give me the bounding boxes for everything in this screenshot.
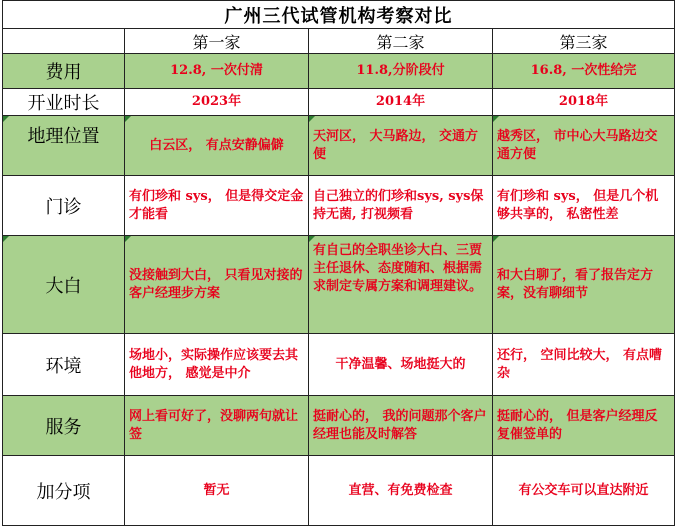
row-label-bonus: 加分项: [3, 456, 125, 526]
cell-clinic-2: 自己独立的们珍和sys, sys保持无菌, 打视频看: [309, 176, 493, 236]
row-label-location: 地理位置: [3, 116, 125, 176]
column-header-1: 第一家: [125, 29, 309, 54]
cell-service-3: 挺耐心的， 但是客户经理反复催签单的: [493, 396, 675, 456]
cell-open-duration-3: 2018年: [493, 89, 675, 116]
cell-doctor-2: 有自己的全职坐诊大白、三贾主任退休、态度随和、根据需求制定专属方案和调理建议。: [309, 236, 493, 334]
row-label-clinic: 门诊: [3, 176, 125, 236]
row-label-fee: 费用: [3, 54, 125, 89]
cell-clinic-1: 有们珍和 sys， 但是得交定金才能看: [125, 176, 309, 236]
cell-clinic-3: 有们珍和 sys， 但是几个机够共享的， 私密性差: [493, 176, 675, 236]
cell-fee-3: 16.8, 一次性给完: [493, 54, 675, 89]
cell-service-1: 网上看可好了，没聊两句就让签: [125, 396, 309, 456]
table-row-open-duration: [3, 89, 675, 116]
cell-doctor-3: 和大白聊了，看了报告定方案，没有聊细节: [493, 236, 675, 334]
row-label-environment: 环境: [3, 334, 125, 396]
row-label-open-duration: 开业时长: [3, 89, 125, 116]
comparison-table: [2, 0, 675, 526]
row-label-service: 服务: [3, 396, 125, 456]
cell-service-2: 挺耐心的， 我的问题那个客户经理也能及时解答: [309, 396, 493, 456]
column-header-2: 第二家: [309, 29, 493, 54]
cell-bonus-1: 暂无: [125, 456, 309, 526]
cell-fee-1: 12.8, 一次付清: [125, 54, 309, 89]
cell-open-duration-1: 2023年: [125, 89, 309, 116]
cell-environment-1: 场地小，实际操作应该要去其他地方， 感觉是中介: [125, 334, 309, 396]
column-header-3: 第三家: [493, 29, 675, 54]
table-row-fee: [3, 54, 675, 89]
cell-location-2: 天河区， 大马路边， 交通方便: [309, 116, 493, 176]
table-row-clinic: [3, 176, 675, 236]
corner-cell: [3, 29, 125, 54]
cell-location-3: 越秀区， 市中心大马路边交通方便: [493, 116, 675, 176]
header-row: [3, 29, 675, 54]
cell-doctor-1: 没接触到大白， 只看见对接的客户经理步方案: [125, 236, 309, 334]
table-row-doctor: [3, 236, 675, 334]
table-row-location: [3, 116, 675, 176]
title-row: [3, 1, 675, 29]
cell-environment-3: 还行， 空间比较大， 有点嘈杂: [493, 334, 675, 396]
table-title: 广州三代试管机构考察对比: [3, 1, 675, 29]
cell-environment-2: 干净温馨、场地挺大的: [309, 334, 493, 396]
cell-open-duration-2: 2014年: [309, 89, 493, 116]
cell-location-1: 白云区， 有点安静偏僻: [125, 116, 309, 176]
cell-fee-2: 11.8,分阶段付: [309, 54, 493, 89]
cell-bonus-2: 直营、有免费检查: [309, 456, 493, 526]
cell-bonus-3: 有公交车可以直达附近: [493, 456, 675, 526]
table-row-environment: [3, 334, 675, 396]
table-row-service: [3, 396, 675, 456]
row-label-doctor: 大白: [3, 236, 125, 334]
table-row-bonus: [3, 456, 675, 526]
